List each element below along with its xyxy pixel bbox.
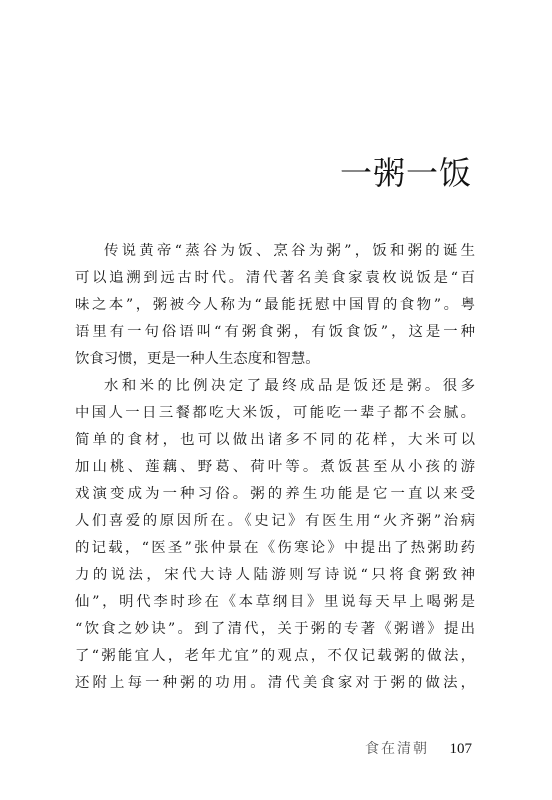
text-line: “饮食之妙诀”。到了清代，关于粥的专著《粥谱》提出 bbox=[75, 621, 475, 637]
text-line: 中国人一日三餐都吃大米饭，可能吃一辈子都不会腻。 bbox=[75, 405, 475, 421]
text-line: 水和米的比例决定了最终成品是饭还是粥。很多 bbox=[104, 378, 475, 394]
paragraph-2 bbox=[75, 373, 475, 697]
text-line: 可以追溯到远古时代。清代著名美食家袁枚说饭是“百 bbox=[75, 270, 475, 286]
running-head: 食在清朝 bbox=[365, 741, 430, 757]
text-line: 力的说法，宋代大诗人陆游则写诗说“只将食粥致神 bbox=[75, 567, 475, 583]
page-footer bbox=[365, 738, 472, 758]
text-line: 戏演变成为一种习俗。粥的养生功能是它一直以来受 bbox=[75, 486, 475, 502]
text-line: 人们喜爱的原因所在。《史记》有医生用“火齐粥”治病 bbox=[75, 513, 475, 529]
text-line: 语里有一句俗语叫“有粥食粥，有饭食饭”，这是一种 bbox=[75, 324, 475, 340]
text-line: 饮食习惯，更是一种人生态度和智慧。 bbox=[75, 351, 320, 367]
text-line: 味之本”，粥被今人称为“最能抚慰中国胃的食物”。粤 bbox=[75, 297, 475, 313]
paragraph-1 bbox=[75, 238, 475, 373]
text-line: 加山桃、莲藕、野葛、荷叶等。煮饭甚至从小孩的游 bbox=[75, 459, 475, 475]
text-line: 了“粥能宜人，老年尤宜”的观点，不仅记载粥的做法， bbox=[75, 648, 475, 664]
text-line: 传说黄帝“蒸谷为饭、烹谷为粥”，饭和粥的诞生 bbox=[104, 243, 475, 259]
text-line: 还附上每一种粥的功用。清代美食家对于粥的做法， bbox=[75, 675, 475, 691]
body-text bbox=[75, 238, 475, 697]
chapter-title: 一粥一饭 bbox=[339, 154, 472, 192]
text-line: 的记载，“医圣”张仲景在《伤寒论》中提出了热粥助药 bbox=[75, 540, 475, 556]
page-number: 107 bbox=[449, 741, 472, 757]
text-line: 仙”，明代李时珍在《本草纲目》里说每天早上喝粥是 bbox=[75, 594, 475, 610]
text-line: 简单的食材，也可以做出诸多不同的花样，大米可以 bbox=[75, 432, 475, 448]
